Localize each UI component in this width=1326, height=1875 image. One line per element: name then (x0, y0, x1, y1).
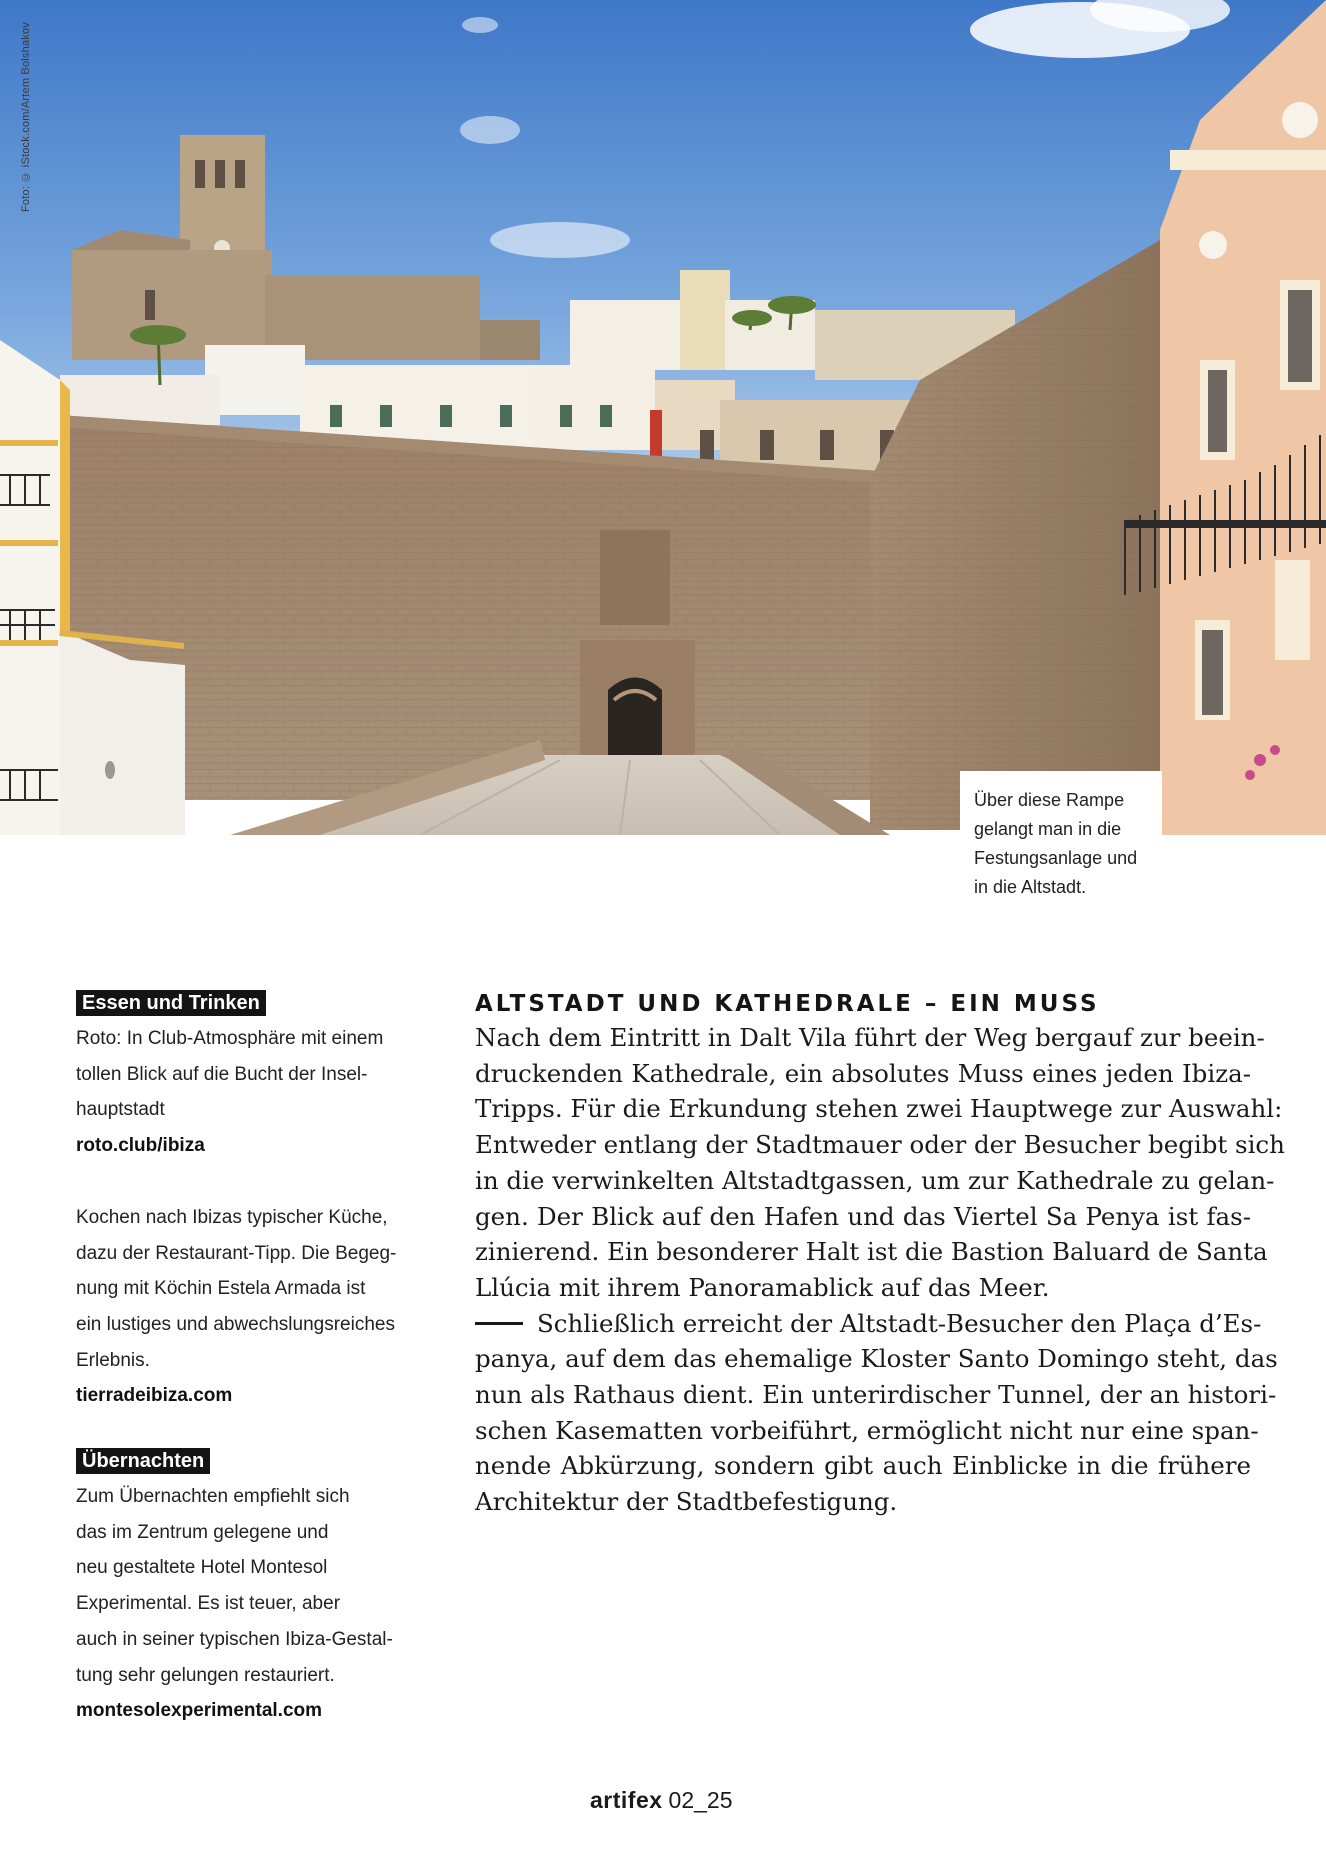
article-line-with-dash (475, 1306, 1262, 1342)
article-line: Tripps. Für die Erkundung stehen zwei Hauptwege zur Auswahl: (475, 1094, 1283, 1124)
sidebar-text-line: Experimental. Es ist teuer, aber (76, 1593, 341, 1615)
caption-line: gelangt man in die (974, 819, 1122, 839)
sidebar-text-line: Zum Übernachten empfiehlt sich (76, 1486, 350, 1508)
paragraph-dash-icon (475, 1322, 523, 1325)
sidebar-text-line: das im Zentrum gelegene und (76, 1521, 329, 1543)
photo-caption (960, 771, 1162, 907)
article-line: gen. Der Blick auf den Hafen und das Viertel Sa Penya ist fas- (475, 1201, 1251, 1231)
spacer (76, 1164, 451, 1200)
article-line: in die verwinkelten Altstadtgassen, um zur Kathedrale zu gelan- (475, 1165, 1275, 1195)
sidebar-text-line: neu gestaltete Hotel Montesol (76, 1557, 328, 1579)
hero-photo (0, 0, 1326, 835)
article-line: nende Abkürzung, sondern gibt auch Einblicke in die frühere (475, 1451, 1251, 1481)
section-heading-uebernachten: Übernachten (76, 1448, 210, 1474)
article-line-text: Schließlich erreicht der Altstadt-Besucher den Plaça d’Es- (537, 1308, 1262, 1338)
article-line: Entweder entlang der Stadtmauer oder der Besucher begibt sich (475, 1130, 1285, 1160)
spacer (76, 1414, 451, 1448)
article-line: Architektur der Stadtbefestigung. (475, 1487, 898, 1517)
sidebar-text-line: Kochen nach Ibizas typischer Küche, (76, 1206, 388, 1228)
caption-line: in die Altstadt. (974, 877, 1087, 897)
sidebar-text-line: auch in seiner typischen Ibiza-Gestal- (76, 1628, 393, 1650)
link-tierradeibiza[interactable]: tierradeibiza.com (76, 1385, 233, 1407)
section-heading-essen: Essen und Trinken (76, 990, 266, 1016)
photo-credit: Foto: © iStock.com/Artem Bolshakov (20, 22, 32, 212)
article-line: zinierend. Ein besonderer Halt ist die Bastion Baluard de Santa (475, 1237, 1268, 1267)
sidebar-text-line: dazu der Restaurant-Tipp. Die Begeg- (76, 1242, 397, 1264)
sidebar-text-line: Roto: In Club-Atmosphäre mit einem (76, 1028, 384, 1049)
tips-sidebar (76, 990, 451, 1729)
article (475, 990, 1285, 1520)
article-line: druckenden Kathedrale, ein absolutes Muss eines jeden Ibiza- (475, 1058, 1251, 1088)
sidebar-text-line: hauptstadt (76, 1099, 165, 1121)
caption-line: Über diese Rampe (974, 790, 1125, 810)
link-montesol[interactable]: montesolexperimental.com (76, 1700, 323, 1722)
article-line: Nach dem Eintritt in Dalt Vila führt der Weg bergauf zur beein- (475, 1023, 1265, 1052)
sidebar-text-line: nung mit Köchin Estela Armada ist (76, 1278, 366, 1300)
article-title: ALTSTADT UND KATHEDRALE – EIN MUSS (475, 991, 1100, 1017)
link-roto[interactable]: roto.club/ibiza (76, 1135, 205, 1157)
article-line: schen Kasematten vorbeiführt, ermöglicht nicht nur eine span- (475, 1415, 1259, 1445)
sidebar-text-line: tollen Blick auf die Bucht der Insel- (76, 1063, 368, 1085)
dalt-vila-illustration (0, 0, 1326, 835)
article-line: Llúcia mit ihrem Panoramablick auf das Meer. (475, 1272, 1050, 1302)
sidebar-text-line: tung sehr gelungen restauriert. (76, 1664, 335, 1686)
article-line: panya, auf dem das ehemalige Kloster Santo Domingo steht, das (475, 1344, 1278, 1374)
issue-number: 02_25 (668, 1787, 733, 1813)
page-footer (590, 1787, 733, 1814)
article-line: nun als Rathaus dient. Ein unterirdischer Tunnel, der an histori- (475, 1380, 1277, 1410)
sidebar-text-line: ein lustiges und abwechslungsreiches (76, 1313, 395, 1335)
magazine-name: artifex (590, 1787, 663, 1813)
sidebar-text-line: Erlebnis. (76, 1349, 150, 1371)
caption-line: Festungsanlage und (974, 848, 1138, 868)
